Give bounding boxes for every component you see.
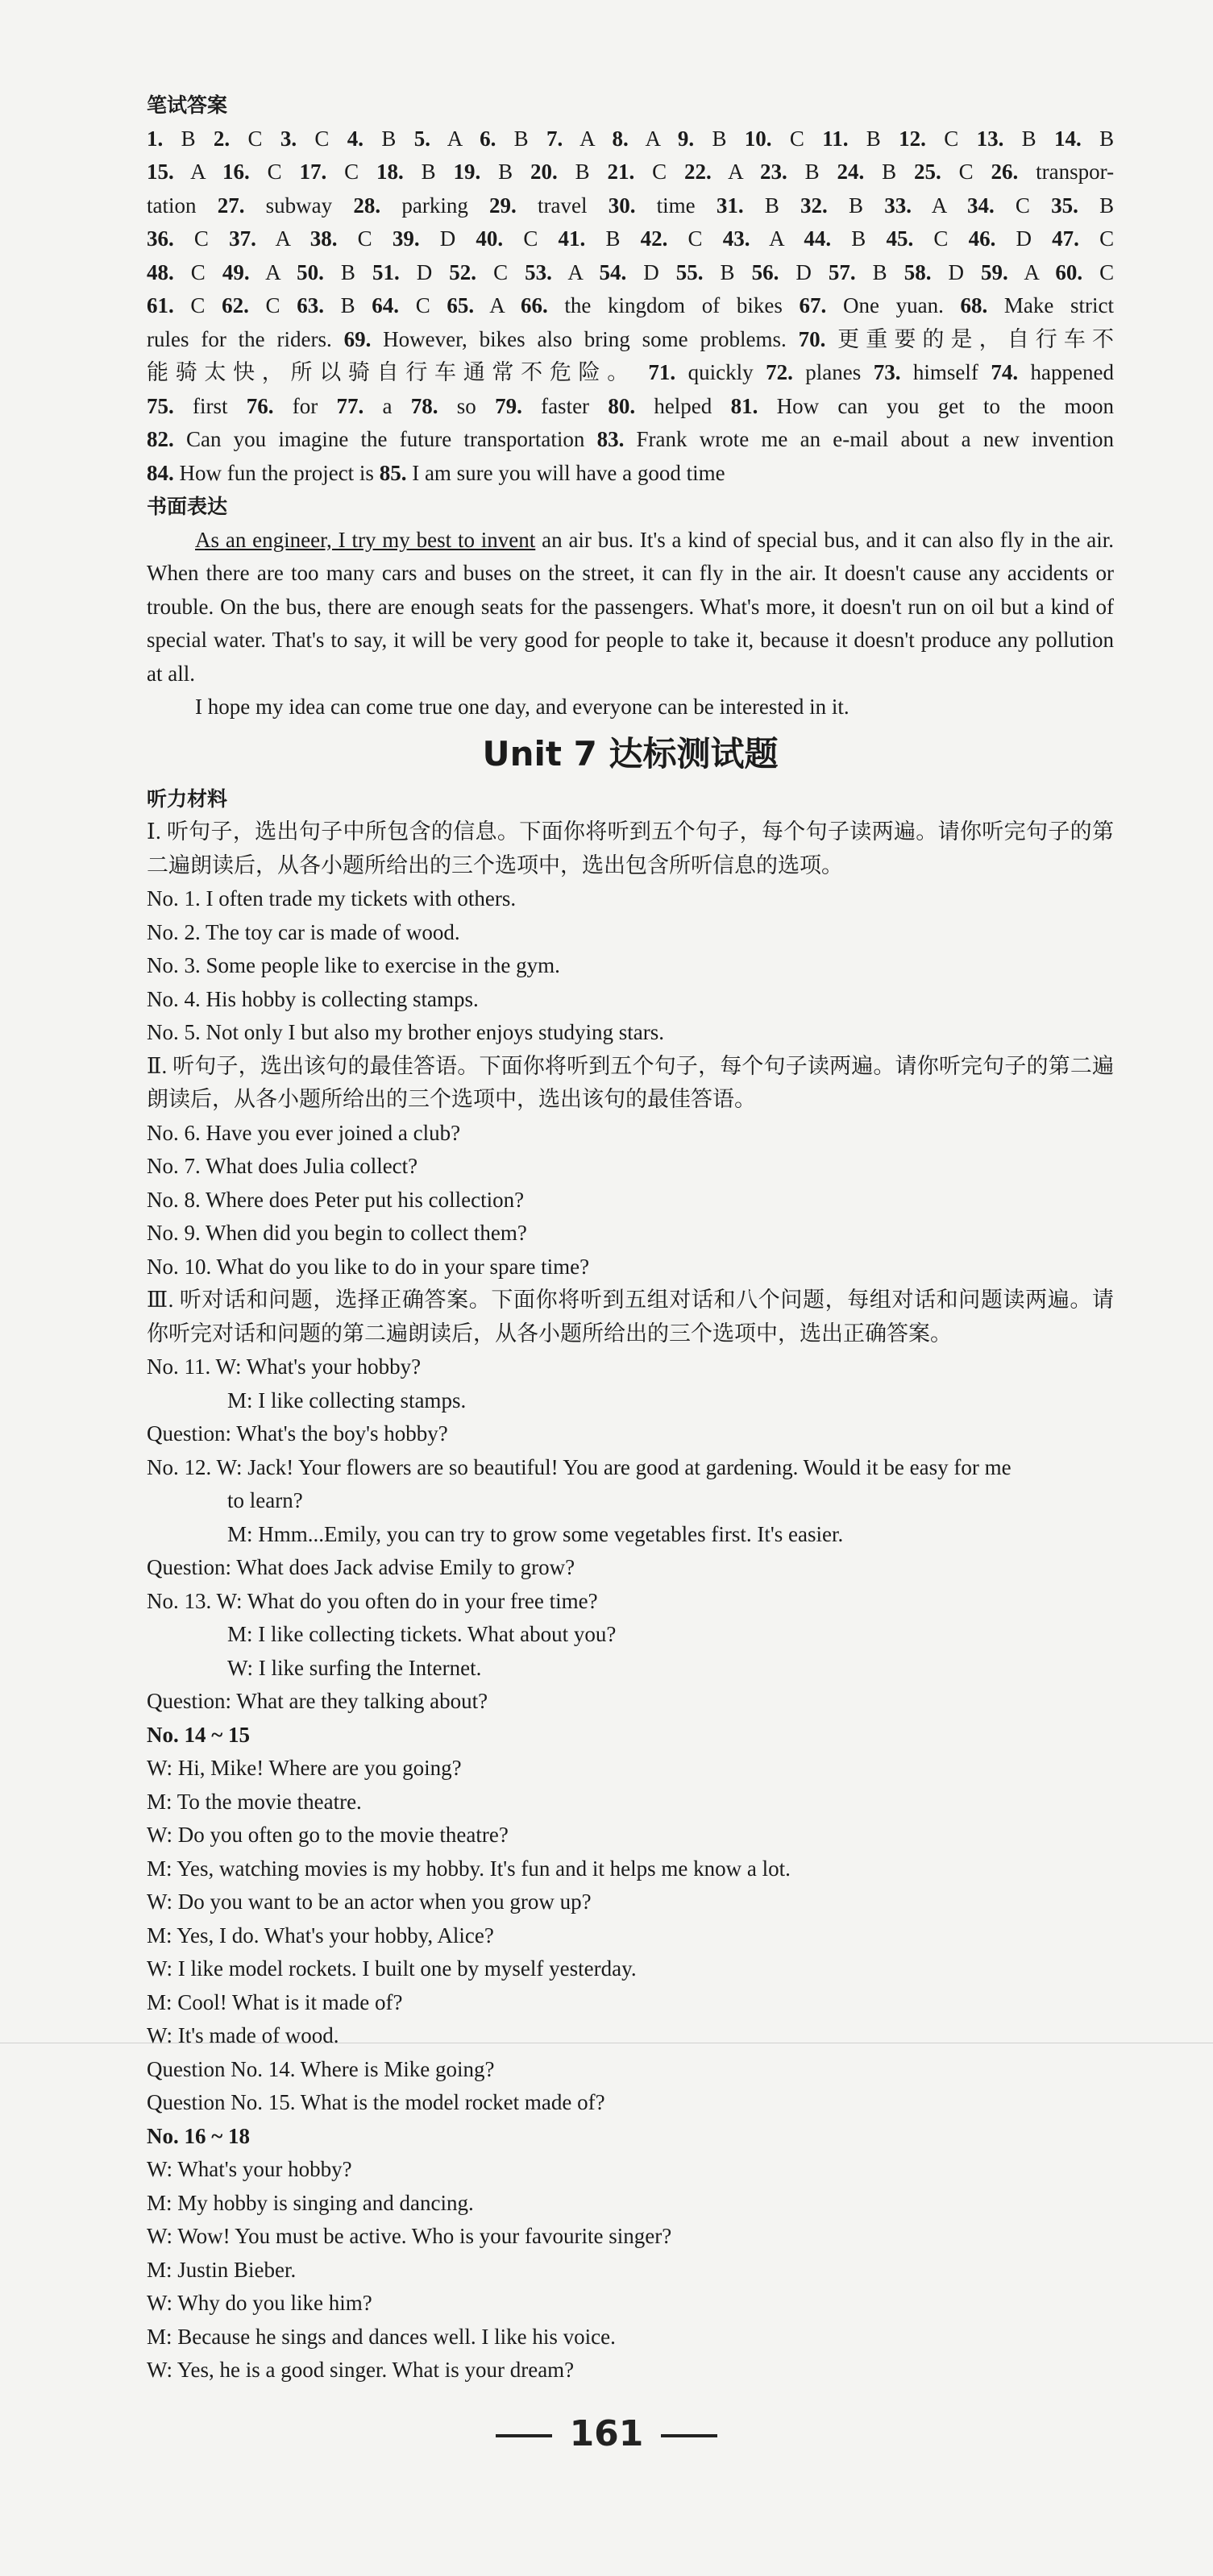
answer-item: 15. A: [147, 160, 206, 184]
answer-item: 77. a: [336, 393, 393, 418]
answer-item: 20. B: [530, 160, 590, 184]
answer-item: 42. C: [640, 226, 703, 251]
answer-item: 82. Can you imagine the future transportation: [147, 427, 585, 451]
answer-item: 78. so: [410, 393, 476, 418]
answer-item: 36. C: [147, 226, 209, 251]
text-line: No. 11. W: What's your hobby?: [147, 1354, 422, 1379]
answer-item: 44. B: [804, 226, 866, 251]
answer-item: 68. Make strict: [960, 293, 1115, 317]
answer-item: 22. A: [684, 160, 743, 184]
answer-item: 43. A: [722, 226, 784, 251]
answer-line: [147, 256, 1114, 290]
text-line: W: What's your hobby?: [147, 2157, 352, 2181]
answer-item: 85. I am sure you will have a good time: [379, 460, 725, 485]
answer-item: 34. C: [966, 193, 1030, 218]
answer-item: 4. B: [347, 126, 397, 151]
text-line: W: Hi, Mike! Where are you going?: [147, 1756, 462, 1780]
answer-item: 32. B: [800, 193, 864, 218]
text-line: W: Do you want to be an actor when you grow up?: [147, 1889, 592, 1914]
text-line: No. 1. I often trade my tickets with others.: [147, 886, 517, 911]
answer-item: 72. planes: [766, 360, 862, 384]
answer-item: 6. B: [480, 126, 529, 151]
text-line: No. 14 ~ 15: [147, 1722, 251, 1747]
answer-item: 14. B: [1054, 126, 1115, 151]
essay-paragraph-1: [147, 524, 1114, 691]
answer-item: tation: [147, 193, 197, 218]
unit-title: Unit 7 达标测试题: [482, 733, 779, 774]
answer-item: 57. B: [828, 259, 887, 284]
text-line: Question No. 15. What is the model rocket made of?: [147, 2090, 605, 2114]
answer-item: 5. A: [413, 126, 462, 151]
answer-item: 49. A: [222, 259, 280, 284]
text-line: Question: What's the boy's hobby?: [147, 1421, 448, 1446]
text-line: No. 16 ~ 18: [147, 2123, 251, 2148]
text-line: No. 8. Where does Peter put his collection?: [147, 1187, 525, 1212]
answer-item: 能骑太快，所以骑自行车通常不危险。: [147, 360, 636, 384]
answer-item: 23. B: [760, 160, 820, 184]
text-line: Question No. 14. Where is Mike going?: [147, 2056, 495, 2081]
listening-heading: 听力材料: [147, 786, 228, 811]
dash-right: [661, 2434, 717, 2437]
answer-item: 12. C: [899, 126, 959, 151]
text-line: No. 12. W: Jack! Your flowers are so beautiful! You are good at gardening. Would it be easy for me: [147, 1454, 1012, 1479]
answer-item: 33. A: [884, 193, 946, 218]
answer-item: 75. first: [147, 393, 228, 418]
essay-underlined: As an engineer, I try my best to invent: [195, 527, 536, 552]
answer-item: 26. transpor-: [991, 160, 1115, 184]
text-line: Question: What does Jack advise Emily to grow?: [147, 1555, 575, 1579]
answer-item: 8. A: [612, 126, 660, 151]
answer-item: 2. C: [213, 126, 263, 151]
answer-item: 73. himself: [873, 360, 978, 384]
text-line: W: Yes, he is a good singer. What is your dream?: [147, 2358, 575, 2382]
answer-item: 79. faster: [495, 393, 590, 418]
section-2-instructions: Ⅱ. 听句子，选出该句的最佳答语。下面你将听到五个句子，每个句子读两遍。请你听完句子的第二遍朗读后，从各小题所给出的三个选项中，选出该句的最佳答语。: [147, 1053, 1114, 1111]
answer-item: 76. for: [246, 393, 318, 418]
section-3-instructions: Ⅲ. 听对话和问题，选择正确答案。下面你将听到五组对话和八个问题，每组对话和问题读两遍。请你听完对话和问题的第二遍朗读后，从各小题所给出的三个选项中，选出正确答案。: [147, 1288, 1114, 1346]
text-line: M: Because he sings and dances well. I like his voice.: [147, 2324, 616, 2349]
answer-item: 52. C: [449, 259, 509, 284]
essay: [147, 524, 1114, 724]
dash-left: [496, 2434, 552, 2437]
answer-item: 61. C: [147, 293, 206, 317]
essay-p1-rest: an air bus. It's a kind of special bus, and it can also fly in the air. When there are too many cars and buses on the street, it can fly in the air. It doesn't cause any accidents or trouble. On the bus, there are enough seats for the passengers. What's more, it doesn't run on oil but a kind of special water. That's to say, it will be very good for people to take it, because it doesn't produce any pollution at all.: [147, 527, 1114, 686]
text-line: W: It's made of wood.: [147, 2023, 339, 2047]
answer-line: [147, 323, 1114, 357]
text-line: M: Yes, watching movies is my hobby. It's fun and it helps me know a lot.: [147, 1856, 791, 1881]
answer-item: 37. A: [229, 226, 290, 251]
writing-heading: 书面表达: [147, 495, 228, 518]
answer-item: 56. D: [751, 259, 812, 284]
text-line: W: I like model rockets. I built one by myself yesterday.: [147, 1956, 637, 1981]
answer-item: 1. B: [147, 126, 196, 151]
text-line: M: Cool! What is it made of?: [147, 1989, 403, 2014]
answer-item: 35. B: [1051, 193, 1115, 218]
answer-line: [147, 189, 1114, 223]
answer-item: 46. D: [968, 226, 1032, 251]
answer-item: 39. D: [392, 226, 456, 251]
answer-line: [147, 222, 1114, 256]
answer-item: 7. A: [546, 126, 595, 151]
answer-item: 62. C: [222, 293, 280, 317]
answer-item: 63. B: [297, 293, 355, 317]
text-line: M: My hobby is singing and dancing.: [147, 2190, 474, 2215]
text-line: M: Yes, I do. What's your hobby, Alice?: [147, 1923, 494, 1948]
text-line: W: Why do you like him?: [147, 2291, 372, 2315]
page-number-text: 161: [569, 2413, 644, 2454]
answer-item: 54. D: [599, 259, 659, 284]
answer-item: 9. B: [677, 126, 727, 151]
answer-item: 48. C: [147, 259, 206, 284]
page-number: [0, 2413, 1213, 2454]
answer-item: 47. C: [1052, 226, 1115, 251]
answer-line: [147, 457, 1114, 491]
answer-item: 81. How can you get to the moon: [730, 393, 1115, 418]
section-1-instructions: Ⅰ. 听句子，选出句子中所包含的信息。下面你将听到五个句子，每个句子读两遍。请你听完句子的第二遍朗读后，从各小题所给出的三个选项中，选出包含所听信息的选项。: [147, 819, 1114, 877]
answer-item: 60. C: [1055, 259, 1115, 284]
answer-item: 19. B: [453, 160, 513, 184]
text-line: No. 7. What does Julia collect?: [147, 1154, 418, 1178]
answer-item: 29. travel: [489, 193, 588, 218]
text-line: to learn?: [227, 1488, 303, 1512]
answer-item: 40. C: [476, 226, 538, 251]
answer-item: 13. B: [976, 126, 1036, 151]
answer-item: 53. A: [525, 259, 583, 284]
text-line: M: I like collecting tickets. What about you?: [227, 1622, 617, 1646]
text-line: W: Do you often go to the movie theatre?: [147, 1823, 509, 1847]
answer-item: 64. C: [372, 293, 430, 317]
answer-item: 65. A: [447, 293, 505, 317]
text-line: No. 3. Some people like to exercise in the gym.: [147, 953, 560, 977]
answer-item: 58. D: [904, 259, 965, 284]
answer-item: 27. subway: [217, 193, 333, 218]
answer-item: 41. B: [558, 226, 621, 251]
section-1-items: [147, 882, 1114, 1050]
answer-item: 66. the kingdom of bikes: [520, 293, 783, 317]
answer-item: 11. B: [822, 126, 881, 151]
answer-item: 3. C: [280, 126, 330, 151]
answer-item: 45. C: [886, 226, 949, 251]
answer-item: 71. quickly: [648, 360, 754, 384]
text-line: W: I like surfing the Internet.: [227, 1655, 482, 1680]
answer-line: [147, 390, 1114, 424]
answer-item: 70. 更重要的是，自行车不: [798, 326, 1114, 351]
text-line: No. 9. When did you begin to collect them?: [147, 1221, 527, 1245]
text-line: W: Wow! You must be active. Who is your favourite singer?: [147, 2224, 672, 2248]
answer-item: 18. B: [376, 160, 436, 184]
answer-line: [147, 356, 1114, 390]
answer-item: 69. However, bikes also bring some problems.: [343, 326, 787, 351]
text-line: No. 6. Have you ever joined a club?: [147, 1120, 461, 1145]
answer-item: 30. time: [608, 193, 696, 218]
answer-item: 10. C: [744, 126, 804, 151]
text-line: No. 2. The toy car is made of wood.: [147, 919, 460, 944]
answer-item: 31. B: [716, 193, 779, 218]
answer-lines: [147, 122, 1114, 491]
answer-item: 51. D: [372, 259, 433, 284]
answer-line: [147, 122, 1114, 156]
answer-item: 83. Frank wrote me an e-mail about a new invention: [596, 427, 1115, 451]
answer-item: 24. B: [837, 160, 897, 184]
answer-line: [147, 289, 1114, 323]
content: [147, 89, 1114, 2387]
section-2-items: [147, 1117, 1114, 1284]
answer-item: 74. happened: [991, 360, 1115, 384]
answer-item: 28. parking: [353, 193, 468, 218]
answer-item: 67. One yuan.: [799, 293, 944, 317]
answer-item: 84. How fun the project is: [147, 460, 374, 485]
section-3-dialogues: [147, 1350, 1114, 2387]
answer-item: 17. C: [299, 160, 359, 184]
essay-paragraph-2: I hope my idea can come true one day, and everyone can be interested in it.: [195, 695, 850, 719]
answer-item: 25. C: [914, 160, 974, 184]
text-line: No. 10. What do you like to do in your spare time?: [147, 1254, 590, 1279]
text-line: Question: What are they talking about?: [147, 1689, 488, 1713]
text-line: M: I like collecting stamps.: [227, 1388, 467, 1412]
answer-item: rules for the riders.: [147, 326, 332, 351]
answer-item: 16. C: [222, 160, 282, 184]
text-line: No. 13. W: What do you often do in your free time?: [147, 1588, 598, 1613]
text-line: M: Justin Bieber.: [147, 2257, 297, 2282]
answer-line: [147, 156, 1114, 189]
text-line: No. 5. Not only I but also my brother enjoys studying stars.: [147, 1020, 664, 1044]
answer-line: [147, 423, 1114, 457]
answer-item: 21. C: [607, 160, 667, 184]
answer-item: 59. A: [981, 259, 1039, 284]
answer-item: 38. C: [309, 226, 372, 251]
text-line: M: To the movie theatre.: [147, 1789, 362, 1814]
answer-item: 80. helped: [608, 393, 712, 418]
text-line: No. 4. His hobby is collecting stamps.: [147, 986, 479, 1011]
answer-item: 50. B: [297, 259, 355, 284]
written-answers-heading: 笔试答案: [147, 93, 228, 117]
answer-item: 55. B: [675, 259, 735, 284]
text-line: M: Hmm...Emily, you can try to grow some vegetables first. It's easier.: [227, 1521, 844, 1546]
